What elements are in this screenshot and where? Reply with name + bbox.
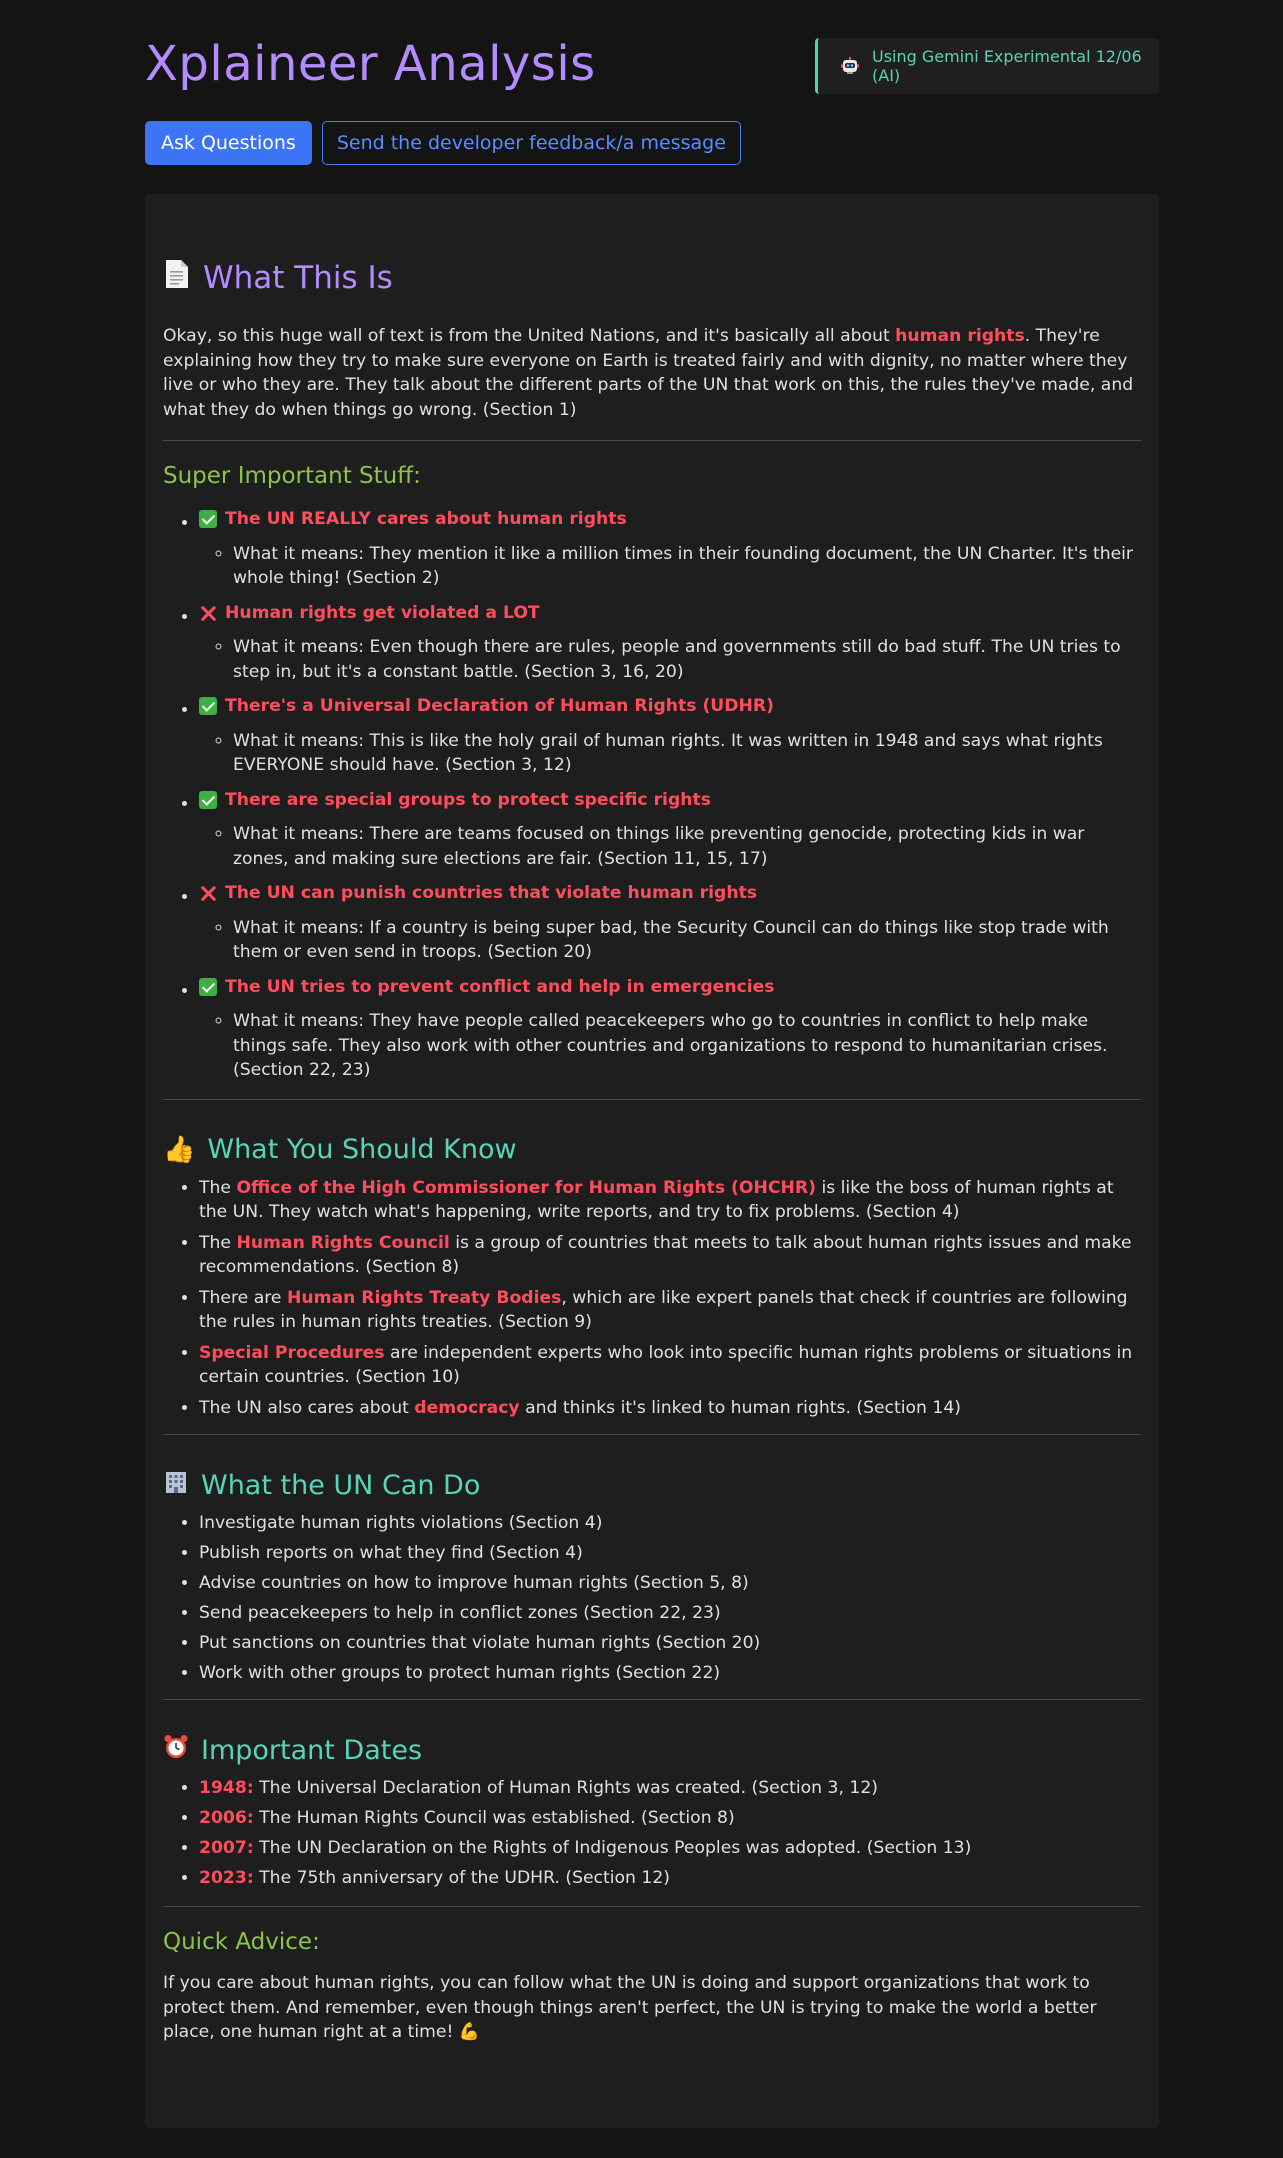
dates-title: Important Dates <box>201 1734 423 1766</box>
should-know-highlight: Office of the High Commissioner for Human Rights (OHCHR) <box>236 1177 816 1198</box>
can-do-item: • Investigate human rights violations (Section 4) <box>199 1511 1141 1536</box>
date-item <box>199 1806 1141 1831</box>
advice-heading: Quick Advice: <box>163 1929 320 1955</box>
important-item-title <box>199 507 1141 532</box>
send-feedback-button[interactable]: Send the developer feedback/a message <box>322 121 741 165</box>
flexed-biceps-icon: 💪 <box>458 2022 480 2042</box>
robot-icon <box>840 56 860 76</box>
important-item <box>199 694 1141 778</box>
important-item-detail: ◦ What it means: This is like the holy grail of human rights. It was written in 1948 and says what rights EVERYONE should have. (Section 3, 12) <box>233 729 1141 778</box>
important-item-title <box>199 601 1141 626</box>
should-know-item <box>199 1396 1141 1421</box>
important-item-detail: ◦ What it means: They mention it like a million times in their founding document, the UN Charter. It's their whole thing! (Section 2) <box>233 542 1141 591</box>
important-item-detail-list <box>199 542 1141 591</box>
important-item-detail: ◦ What it means: They have people called peacekeepers who go to countries in conflict to help make things safe. They also work with other countries and organizations to respond to humanitarian crises. (Section 22, 23) <box>233 1009 1141 1083</box>
check-mark-icon <box>199 697 217 715</box>
should-know-item <box>199 1231 1141 1280</box>
should-know-highlight: Human Rights Council <box>236 1232 450 1253</box>
alarm-clock-icon <box>163 1734 189 1767</box>
what-this-is-title: What This Is <box>203 260 393 296</box>
date-item <box>199 1866 1141 1891</box>
can-do-item: • Publish reports on what they find (Section 4) <box>199 1541 1141 1566</box>
advice-body: If you care about human rights, you can follow what the UN is doing and support organizations that work to protect them. And remember, even though things aren't perfect, the UN is trying to make the world a better place, one human right at a time! <box>163 1973 1097 2042</box>
header <box>145 0 1159 195</box>
dates-heading <box>163 1730 1141 1770</box>
date-year: 1948: <box>199 1777 254 1798</box>
important-item <box>199 975 1141 1083</box>
what-this-is-text <box>163 324 1141 422</box>
can-do-item: • Work with other groups to protect human rights (Section 22) <box>199 1661 1141 1686</box>
important-item-title <box>199 881 1141 906</box>
can-do-title: What the UN Can Do <box>201 1469 481 1501</box>
date-item <box>199 1776 1141 1801</box>
office-building-icon <box>163 1469 189 1502</box>
can-do-heading <box>163 1465 1141 1505</box>
should-know-heading <box>163 1130 1141 1170</box>
advice-text <box>163 1971 1141 2045</box>
check-mark-icon <box>199 978 217 996</box>
page <box>145 0 1159 2042</box>
date-year: 2007: <box>199 1837 254 1858</box>
divider <box>163 1099 1141 1100</box>
should-know-text-before: There are <box>199 1287 287 1308</box>
intro-text-before: Okay, so this huge wall of text is from the United Nations, and it's basically all about <box>163 326 896 346</box>
important-item-title-text: • Human rights get violated a LOT <box>225 602 540 623</box>
intro-highlight: human rights <box>895 326 1025 346</box>
action-bar <box>145 121 741 165</box>
important-item-title-text: • The UN can punish countries that violate human rights <box>225 883 758 903</box>
model-badge-text: Using Gemini Experimental 12/06 (AI) <box>872 47 1142 85</box>
cross-mark-icon <box>199 604 217 622</box>
should-know-item <box>199 1286 1141 1335</box>
should-know-item <box>199 1176 1141 1225</box>
divider <box>163 1906 1141 1907</box>
check-mark-icon <box>199 510 217 528</box>
important-item-detail: ◦ What it means: There are teams focused on things like preventing genocide, protecting kids in war zones, and making sure elections are fair. (Section 11, 15, 17) <box>233 822 1141 871</box>
should-know-title: What You Should Know <box>207 1134 517 1165</box>
important-item-title-text: • The UN tries to prevent conflict and help in emergencies <box>225 976 775 997</box>
date-text: The Universal Declaration of Human Rights was created. (Section 3, 12) <box>253 1777 878 1798</box>
date-year: 2023: <box>199 1867 254 1888</box>
divider <box>163 1699 1141 1700</box>
should-know-text-after: are independent experts who look into specific human rights problems or situations in certain countries. (Section 10) <box>199 1342 1133 1387</box>
super-important-heading: Super Important Stuff: <box>163 463 421 489</box>
important-item-title-text: • The UN REALLY cares about human rights <box>225 509 627 529</box>
important-item-detail: ◦ What it means: Even though there are rules, people and governments still do bad stuff. The UN tries to step in, but it's a constant battle. (Section 3, 16, 20) <box>233 635 1141 684</box>
important-item-detail: ◦ What it means: If a country is being super bad, the Security Council can do things like stop trade with them or even send in troops. (Section 20) <box>233 916 1141 965</box>
date-item <box>199 1836 1141 1861</box>
model-badge <box>815 38 1159 94</box>
should-know-text-after: and thinks it's linked to human rights. (Section 14) <box>519 1397 961 1418</box>
should-know-highlight: democracy <box>414 1397 520 1418</box>
should-know-list <box>163 1176 1141 1421</box>
thumbs-up-icon: 👍 <box>163 1134 196 1165</box>
should-know-text-after: , which are like expert panels that check if countries are following the rules in human rights treaties. (Section 9) <box>199 1287 1128 1332</box>
date-text: The UN Declaration on the Rights of Indigenous Peoples was adopted. (Section 13) <box>253 1837 972 1858</box>
app-title: Xplaineer Analysis <box>145 36 596 92</box>
divider <box>163 1434 1141 1435</box>
important-item-detail-list <box>199 822 1141 871</box>
super-important-list <box>163 507 1141 1083</box>
should-know-text-after: is a group of countries that meets to talk about human rights issues and make recommendations. (Section 8) <box>199 1232 1132 1277</box>
important-item-detail-list <box>199 635 1141 684</box>
should-know-text-before: The <box>199 1177 237 1198</box>
important-item-title <box>199 975 1141 1000</box>
dates-list <box>163 1776 1141 1891</box>
important-item-title <box>199 694 1141 719</box>
should-know-text-after: is like the boss of human rights at the UN. They watch what's happening, write reports, and try to fix problems. (Section 4) <box>199 1177 1114 1222</box>
important-item-title-text: • There are special groups to protect specific rights <box>225 789 711 810</box>
should-know-highlight: Special Procedures <box>199 1342 385 1363</box>
important-item-detail-list <box>199 729 1141 778</box>
what-this-is-heading <box>163 254 1141 302</box>
important-item-title-text: • There's a Universal Declaration of Human Rights (UDHR) <box>225 696 775 716</box>
should-know-text-before: The <box>199 1232 237 1253</box>
date-year: 2006: <box>199 1807 254 1828</box>
date-text: The Human Rights Council was established. (Section 8) <box>253 1807 735 1828</box>
divider <box>163 440 1141 441</box>
can-do-list <box>163 1511 1141 1686</box>
can-do-item: • Put sanctions on countries that violate human rights (Section 20) <box>199 1631 1141 1656</box>
should-know-item <box>199 1341 1141 1390</box>
important-item <box>199 601 1141 685</box>
page-icon <box>163 258 191 298</box>
important-item <box>199 788 1141 872</box>
important-item-detail-list <box>199 1009 1141 1083</box>
can-do-item: • Send peacekeepers to help in conflict zones (Section 22, 23) <box>199 1601 1141 1626</box>
intro-text-after: . They're explaining how they try to make sure everyone on Earth is treated fairly and with dignity, no matter where they live or who they are. They talk about the different parts of the UN that work on this, the rules they've made, and what they do when things go wrong. (Section 1) <box>163 326 1134 420</box>
important-item-detail-list <box>199 916 1141 965</box>
important-item <box>199 507 1141 591</box>
important-item-title <box>199 788 1141 813</box>
should-know-text-before: The UN also cares about <box>199 1397 415 1418</box>
important-item <box>199 881 1141 965</box>
can-do-item: • Advise countries on how to improve human rights (Section 5, 8) <box>199 1571 1141 1596</box>
should-know-highlight: Human Rights Treaty Bodies <box>286 1287 562 1308</box>
date-text: The 75th anniversary of the UDHR. (Section 12) <box>253 1867 670 1888</box>
ask-questions-button[interactable]: Ask Questions <box>145 121 312 165</box>
analysis-card <box>145 194 1159 2128</box>
cross-mark-icon <box>199 884 217 902</box>
check-mark-icon <box>199 791 217 809</box>
